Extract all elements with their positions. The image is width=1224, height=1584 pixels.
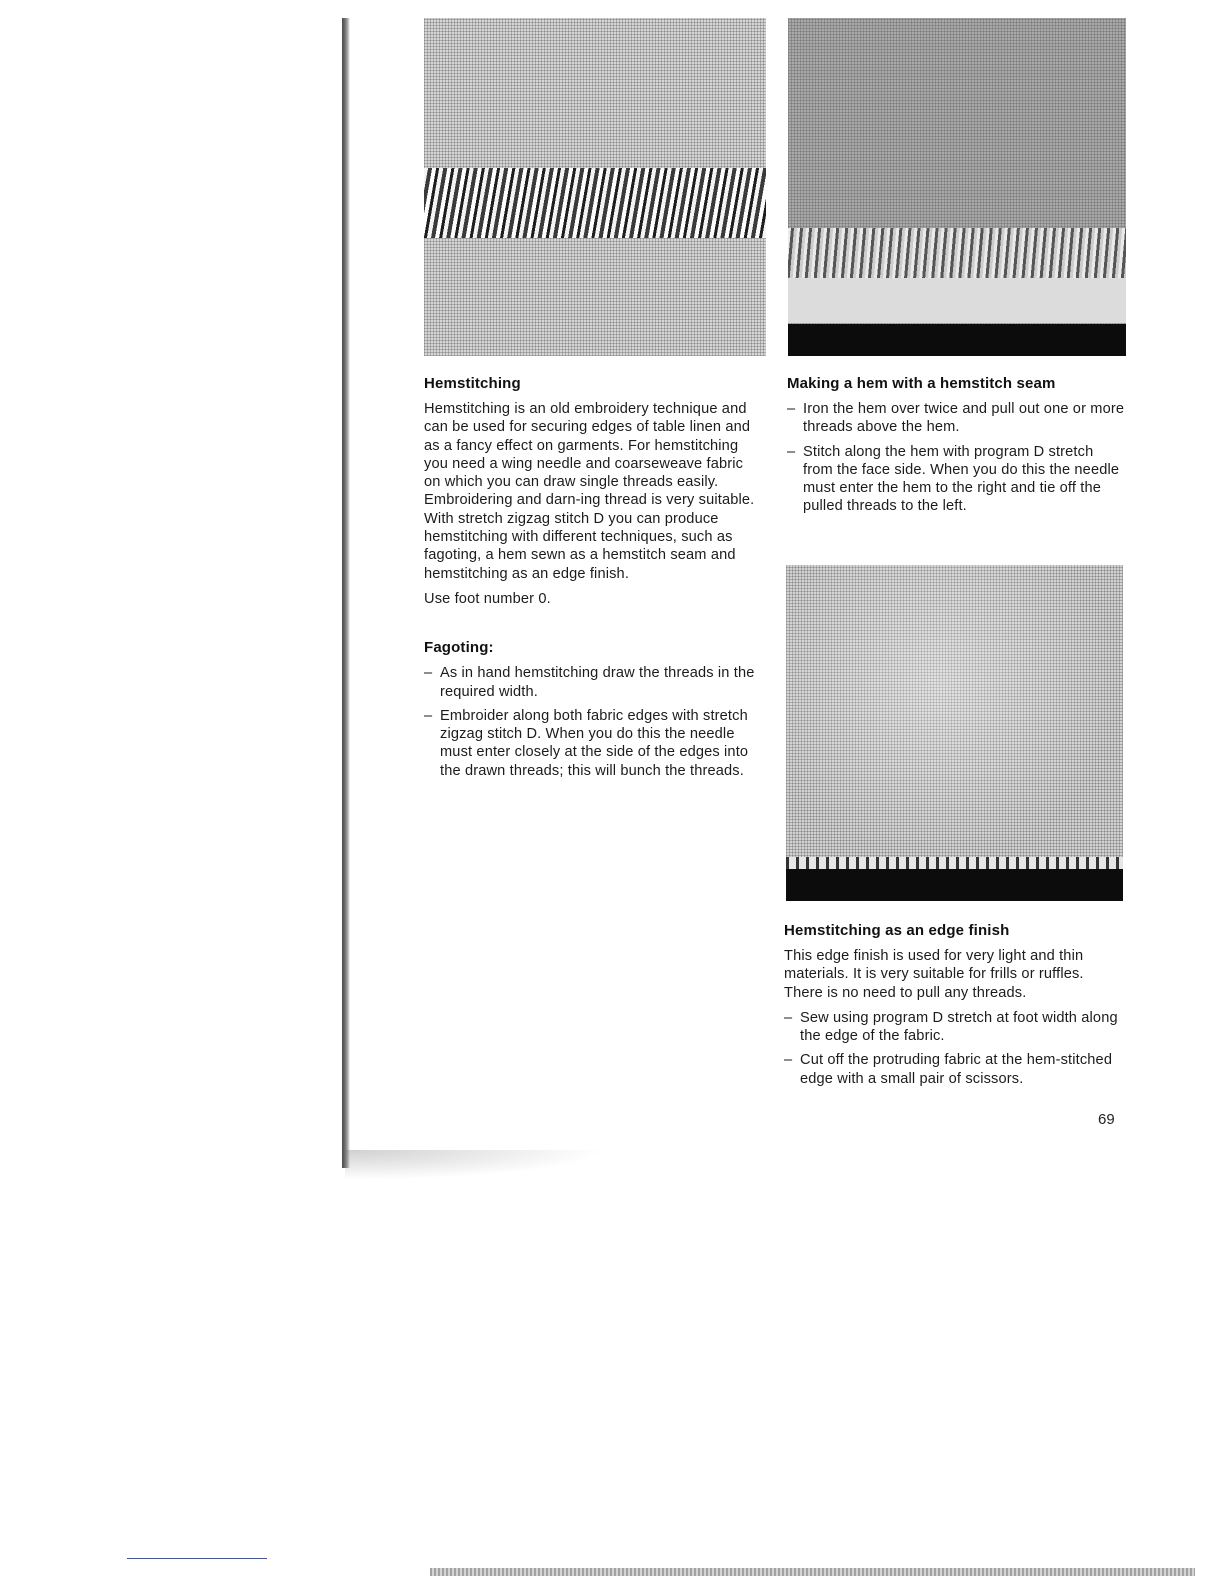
section-heading-edge-finish: Hemstitching as an edge finish xyxy=(784,922,1010,939)
photo-black-strip xyxy=(786,869,1123,901)
list-item: – Cut off the protruding fabric at the hem-stitched edge with a small pair of scissors. xyxy=(784,1051,1126,1088)
hem-seam-stitch-band xyxy=(788,228,1126,278)
scan-artifact-line xyxy=(127,1558,267,1559)
list-item: – As in hand hemstitching draw the threads in the required width. xyxy=(424,664,760,701)
list-item: – Stitch along the hem with program D stretch from the face side. When you do this the needle must enter the hem to the right and tie off the pulled threads to the left. xyxy=(787,443,1127,516)
section-heading-hemstitching: Hemstitching xyxy=(424,375,521,392)
page-number: 69 xyxy=(1098,1111,1115,1128)
left-column xyxy=(424,374,760,786)
edge-finish-steps xyxy=(784,1009,1126,1088)
foot-note: Use foot number 0. xyxy=(424,590,551,607)
hem-seam-photo xyxy=(788,18,1126,356)
photo-black-strip xyxy=(788,324,1126,356)
right-column xyxy=(787,374,1127,522)
section-heading-hem-seam: Making a hem with a hemstitch seam xyxy=(787,375,1056,392)
binding-edge xyxy=(342,18,350,1168)
edge-stitch-line xyxy=(786,857,1123,869)
hemstitching-intro: Hemstitching is an old embroidery technique and can be used for securing edges of table linen and as a fancy effect on garments. For hemstitching you need a wing needle and coarseweave fabric on which you can draw single threads easily. Embroidering and darn-ing thread is very suitable. With stretch zigzag stitch D you can produce hemstitching with different techniques, such as fagoting, a hem sewn as a hemstitch seam and hemstitching as an edge finish. xyxy=(424,401,755,582)
scan-shadow xyxy=(345,1150,605,1180)
fagoting-stitch-band xyxy=(424,168,766,238)
edge-finish-intro: This edge finish is used for very light and thin materials. It is very suitable for frills or ruffles. There is no need to pull any threads. xyxy=(784,948,1084,1001)
fagoting-steps xyxy=(424,664,760,780)
list-item: – Iron the hem over twice and pull out one or more threads above the hem. xyxy=(787,400,1127,437)
hem-fold xyxy=(788,278,1126,323)
fagoting-photo xyxy=(424,18,766,356)
list-item: – Embroider along both fabric edges with stretch zigzag stitch D. When you do this the needle must enter closely at the side of the edges into the drawn threads; this will bunch the threads. xyxy=(424,707,760,780)
hem-seam-steps xyxy=(787,400,1127,516)
section-heading-fagoting: Fagoting: xyxy=(424,639,494,657)
photo-highlight xyxy=(786,565,1123,861)
list-item: – Sew using program D stretch at foot width along the edge of the fabric. xyxy=(784,1009,1126,1046)
scan-artifact-bar xyxy=(430,1568,1195,1576)
edge-finish-section xyxy=(784,921,1126,1094)
edge-finish-photo xyxy=(786,565,1123,901)
